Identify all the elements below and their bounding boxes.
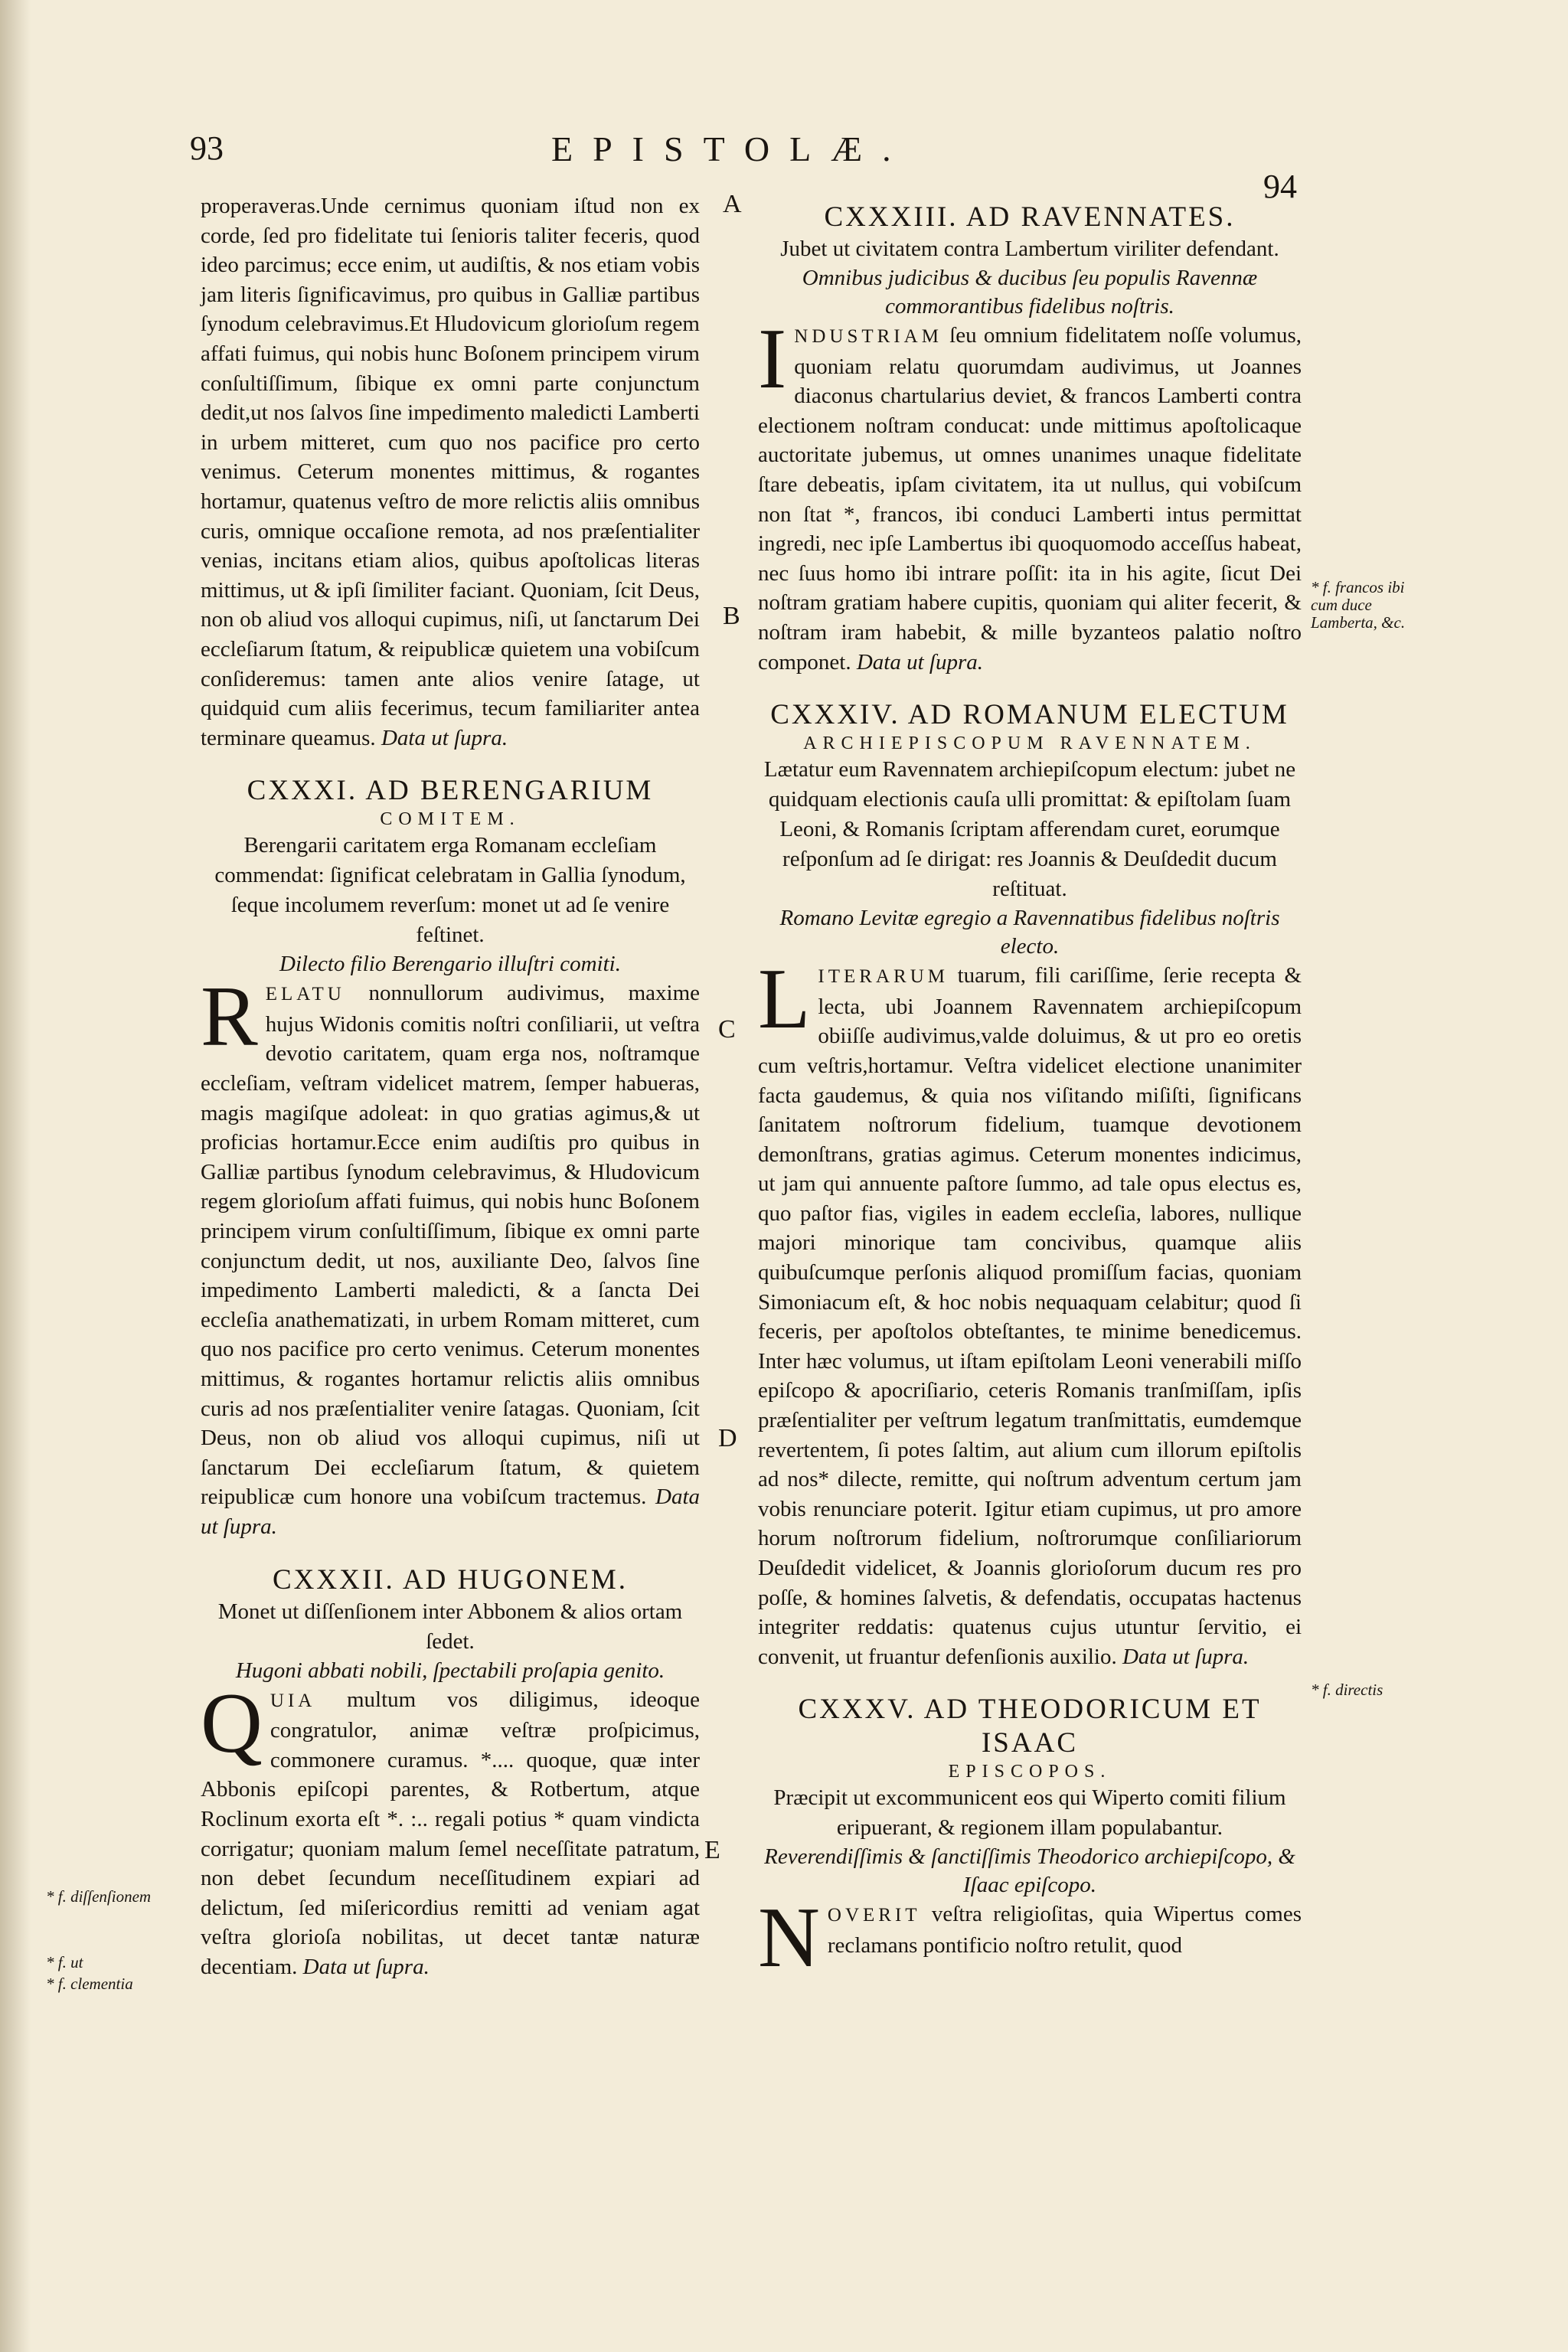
letter-summary: Berengarii caritatem erga Romanam eccleſiam commendat: ſignificat celebratam in Gallia ſynodum, ſeque incolumem reverſum: monet ut ad ſe venire feſtinet. bbox=[214, 833, 686, 948]
left-column bbox=[201, 191, 700, 1982]
letter-body bbox=[201, 969, 701, 1541]
letter-heading: CXXXII. AD HUGONEM. bbox=[273, 1563, 628, 1596]
letter-text: nonnullorum audivimus, maxime hujus Widonis comitis noſtri conſiliarii, ut veſtra devotio caritatem, quam erga nos, noſtramque eccleſiam, veſtram videlicet matrem, ſemper habueras, magis magiſque adoleat: in quo gratias agimus,& ut proficias hortamur.Ecce enim audiſtis pro quibus in Galliæ partibus ſynodum celebravimus, & Hludovicum regem glorioſum affati fuimus, qui nobis hunc Boſonem principem virum conſultiſſimum, ſibique ex omni parte conjunctum dedit, ut nos, auxiliante Deo, ſalvos ſine impedimento Lamberti maledicti, & a ſancta Dei eccleſia anathematizati, in urbem Romam mitteret, cum quo nos pacifice pro certo venimus. Ceterum monentes mittimus, & rogantes hortamur relictis aliis omnibus curis ad nos præſentialiter venire ſatagas. Quoniam, ſcit Deus, non ob aliud vos alloqui cupimus, niſi ut ſanctarum Dei eccleſiarum ſtatum, & quietem reipublicæ cum honore una vobiſcum tractemus. bbox=[201, 981, 700, 1510]
letter-closing: Data ut ſupra. bbox=[1122, 1644, 1250, 1669]
letter-closing: Data ut ſupra. bbox=[856, 649, 984, 675]
letter-body bbox=[201, 1675, 701, 1982]
continued-body: properaveras.Unde cernimus quoniam iſtud non ex corde, ſed pro fidelitate tui ſenioris taliter feceris, quod ideo parcimus; ecce enim, ut audiſtis, & nos etiam vobis jam literis ſignificavimus, pro quibus in Galliæ partibus ſynodum celebravimus.Et Hludovicum glorioſum regem affati fuimus, qui nobis hunc Boſonem principem virum conſultiſſimum, ſibique ex omni parte conjunctum dedit,ut nos ſalvos ſine impedimento maledicti Lamberti in urbem mitteret, cum quo nos pacifice pro certo venimus. Ceterum monentes mittimus, & rogantes hortamur, quatenus veſtro de more relictis aliis omnibus curis, omnique occaſione remota, ad nos præſentialiter venias, incitans etiam alios, quibus apoſtolicas literas mittimus, ut & ipſi ſimiliter faciant. Quoniam, ſcit Deus, non ob aliud vos alloqui cupimus, niſi, ut ſanctarum Dei eccleſiarum ſtatum, & reipublicæ quietem una vobiſcum conſideremus: tamen ante alios venire ſatage, ut quidquid cum aliis fecerimus, tecum familiariter antea terminare queamus. bbox=[201, 194, 700, 750]
letter-text: tuarum, fili cariſſime, ſerie recepta & lecta, ubi Joannem Ravennatem archiepiſcopum obiiſſe audivimus,valde doluimus, & ut pro eo oretis cum veſtris,hortamur. Veſtra videlicet electione unanimiter facta gaudemus, & quia nos viſitando miſiſti, ſignificans ſanitatem noſtrorum fidelium, tuamque devotionem demonſtrans, gratias agimus. Ceterum monentes indicimus, ut jam qui annuente paſtore ſummo, ad tale opus electus es, quo paſtor fias, vigiles in eadem eccleſia, labores, nullique majori minorique tam concivibus, quamque aliis quibuſcumque perſonis aliquod promiſſum facias, quoniam Simoniacum eſt, & hoc nobis nequaquam celabitur; quod ſi feceris, per apoſtolos obteſtantes, te minime benedicemus. Inter hæc volumus, ut iſtam epiſtolam Leoni venerabili miſſo epiſcopo & apocriſiario, ceteris Romanis tranſmiſſam, ipſis præſentialiter per veſtrum legatum tranſmittatis, eumdemque revertentem, ſi potes ſaltim, aut alium cum illorum epiſtolis ad nos* dilecte, remitte, qui noſtrum adventum certum jam vobis renunciare poterit. Igitur etiam cupimus, ut pro amore horum noſtrorum fidelium, noſtrorumque conſiliariorum Deuſdedit videlicet, & Joannis glorioſorum ducum res pro poſſe, & homines ſalvetis, & defendatis, occupatas hactenus integriter reddatis: quatenus cujus utuntur ſervitio, ei convenit, ut fruantur defenſionis auxilio. bbox=[758, 963, 1302, 1669]
drop-cap: R bbox=[201, 969, 258, 1065]
letter-text: multum vos diligimus, ideoque congratulor, animæ veſtræ proſpicimus, commonere curamus. *.... quoque, quæ inter Abbonis epiſcopi parentes, & Rotbertum, atque Roclinum exorta eſt *. :.. regali potius * quam vindicta corrigatur; quoniam malum ſemel neceſſitate patratum, non debet ſecundum neceſſitudinem expiari ad delictum, ſed miſericordius remitti ad veniam agat veſtra glorioſa nobilitas, ut decet tantæ naturæ decentiam. bbox=[201, 1687, 701, 1979]
letter-address: Dilecto filio Berengario illuſtri comiti. bbox=[279, 952, 621, 977]
right-column bbox=[758, 191, 1302, 1986]
section-marker-c: C bbox=[718, 1015, 736, 1044]
letter-body bbox=[758, 952, 1302, 1671]
margin-note: * f. diſſenſionem bbox=[46, 1887, 152, 1906]
section-marker-b: B bbox=[723, 602, 740, 630]
letter-text: ſeu omnium fidelitatem noſſe volumus, quoniam relatu quorumdam audivimus, ut Joannes diaconus chartularius deviet, & francos Lamberti contra electionem noſtram conducat: unde mittimus apoſtolicaque auctoritate jubemus, ut omnes unanimes unaque fidelitate ſtare debeatis, ipſam civitatem, ita ut nullus, qui vobiſcum non ſtat *, francos, ibi conduci Lamberti intus permittat ingredi, nec ipſe Lambertus ibi quoquomodo acceſſus habeat, nec ſuus homo ibi intrare poſſit: ita in his agite, ſicut Dei noſtram gratiam habere cupitis, quoniam qui aliter fecerit, & noſtram iram habebit, & mille byzanteos palatio noſtro componet. bbox=[758, 323, 1302, 675]
drop-cap: I bbox=[758, 312, 787, 407]
letter-body bbox=[758, 312, 1302, 677]
letter-closing: Data ut ſupra. bbox=[302, 1954, 430, 1979]
continued-text bbox=[201, 191, 700, 753]
letter-body bbox=[758, 1890, 1302, 1986]
drop-cap: N bbox=[758, 1890, 820, 1986]
page-number-left: 93 bbox=[190, 129, 224, 167]
letter-subheading: COMITEM. bbox=[380, 809, 521, 830]
letter-closing: Data ut ſupra. bbox=[201, 1485, 701, 1539]
letter-address: Reverendiſſimis & ſanctiſſimis Theodorico archiepiſcopo, & Iſaac epiſcopo. bbox=[764, 1844, 1295, 1898]
opening-word: NDUSTRIAM bbox=[794, 326, 942, 347]
margin-note: * f. directis bbox=[1311, 1681, 1383, 1699]
letter-text: veſtra religioſitas, quia Wipertus comes reclamans pontificio noſtro retulit, quod bbox=[827, 1902, 1302, 1958]
letter-heading: CXXXIV. AD ROMANUM ELECTUM bbox=[770, 699, 1289, 731]
letter-address: Hugoni abbati nobili, ſpectabili proſapia genito. bbox=[235, 1658, 665, 1683]
opening-word: UIA bbox=[270, 1690, 316, 1711]
letter-subheading: EPISCOPOS. bbox=[948, 1762, 1112, 1782]
margin-note: * f. ut bbox=[46, 1953, 83, 1971]
page-number-right: 94 bbox=[1263, 168, 1297, 205]
section-marker-d: D bbox=[718, 1424, 737, 1452]
margin-note: * f. clementia bbox=[46, 1975, 133, 1993]
letter-address: Omnibus judicibus & ducibus ſeu populis Ravennæ commorantibus fidelibus noſtris. bbox=[802, 266, 1258, 318]
opening-word: ITERARUM bbox=[818, 966, 949, 988]
letter-closing: Data ut ſupra. bbox=[381, 725, 508, 750]
letter-summary: Monet ut diſſenſionem inter Abbonem & alios ortam ſedet. bbox=[217, 1599, 683, 1654]
opening-word: ELATU bbox=[265, 984, 345, 1005]
drop-cap: Q bbox=[201, 1675, 263, 1771]
opening-word: OVERIT bbox=[827, 1905, 921, 1926]
running-title: EPISTOLÆ. bbox=[551, 129, 911, 168]
letter-summary: Lætatur eum Ravennatem archiepiſcopum electum: jubet ne quidquam electionis cauſa ulli promittat: & epiſtolam ſuam Leoni, & Romanis ſcriptam afferendam curet, eorumque reſponſum ad ſe dirigat: res Joannis & Deuſdedit ducum reſtituat. bbox=[763, 757, 1296, 902]
letter-address: Romano Levitæ egregio a Ravennatibus fidelibus noſtris electo. bbox=[779, 906, 1280, 959]
letter-heading: CXXXV. AD THEODORICUM ET ISAAC bbox=[798, 1694, 1262, 1759]
letter-heading: CXXXI. AD BERENGARIUM bbox=[247, 775, 654, 807]
letter-heading: CXXXIII. AD RAVENNATES. bbox=[824, 201, 1236, 233]
margin-note: * f. francos ibi cum duce Lamberta, &c. bbox=[1311, 578, 1406, 632]
letter-summary: Jubet ut civitatem contra Lambertum viriliter defendant. bbox=[780, 237, 1279, 261]
letter-summary: Præcipit ut excommunicent eos qui Wiperto comiti filium eripuerant, & regionem illam populabantur. bbox=[773, 1785, 1286, 1841]
section-marker-a: A bbox=[723, 190, 742, 218]
drop-cap: L bbox=[758, 952, 811, 1047]
letter-subheading: ARCHIEPISCOPUM RAVENNATEM. bbox=[803, 733, 1256, 754]
section-marker-e: E bbox=[704, 1836, 720, 1864]
